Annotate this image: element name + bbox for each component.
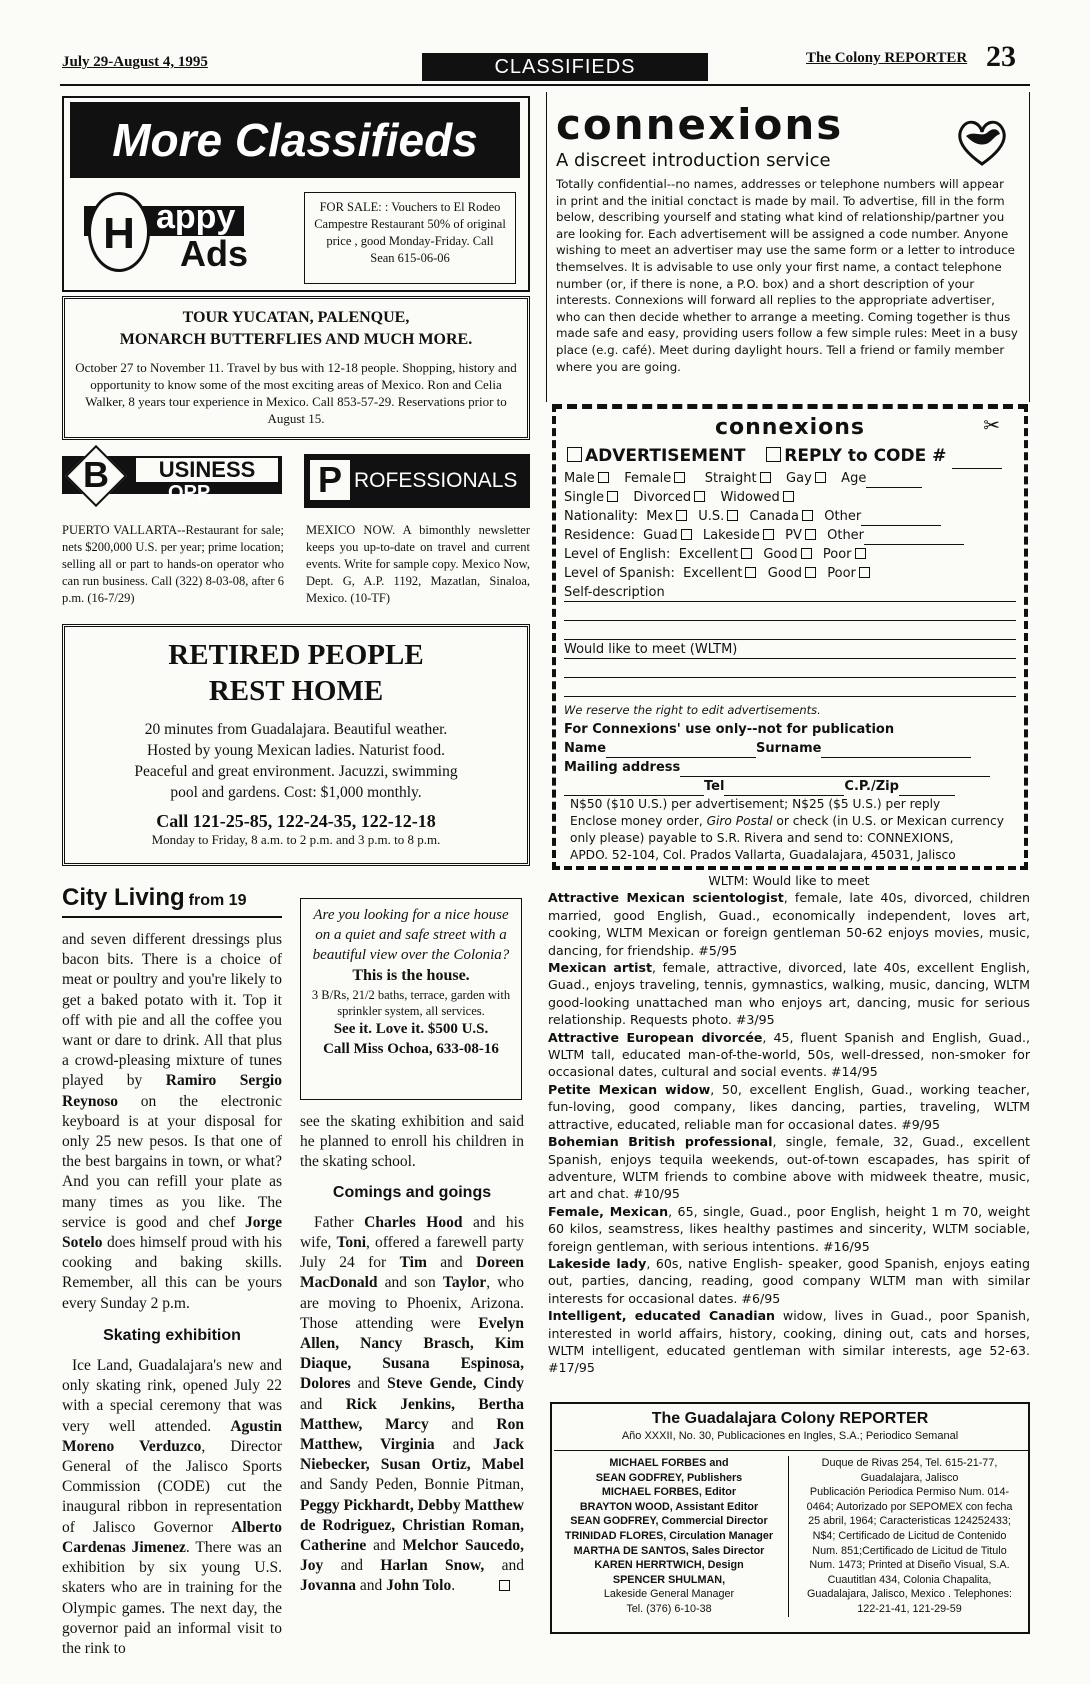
personal-ads-list: [548, 872, 1030, 1377]
masthead-publication-info: Duque de Rivas 254, Tel. 615-21-77, Guadalajara, Jalisco Publicación Periodica Permiso Num. 014- 0464; Autorizado por SEPOMEX con fecha 25 abril, 1964; Caracteristicas 124252433; N$4; Certificado de Licitud de Contenido Num. 851;Certificado de Licitud de Titulo Num. 1473; Printed at Diseño Visual, S.A. Cuautitlan 434, Colonia Chapalita, Guadalajara, Jalisco, Mexico . Telephones: 122-21-41, 121-29-59: [788, 1456, 1026, 1617]
advertisement-checkbox[interactable]: [567, 447, 582, 462]
name-label: Name: [564, 741, 607, 756]
list-item: Petite Mexican widow, 50, excellent English, Guad., working teacher, fun-loving, good company, likes dancing, parties, traveling, WLTM attractive, educated, reliable man for occasional dates. #9/95: [548, 1081, 1030, 1132]
happy-ads-logo: [84, 188, 284, 280]
mailing-address-label: Mailing address: [564, 760, 681, 775]
retired-line-1: 20 minutes from Guadalajara. Beautiful weather.: [144, 721, 448, 738]
spanish-poor-label: Poor: [827, 566, 856, 581]
more-classifieds-title: More Classifieds: [70, 102, 520, 178]
english-excellent-label: Excellent: [678, 547, 739, 562]
reply-code-field[interactable]: [952, 454, 1002, 469]
nationality-other-field[interactable]: [861, 511, 941, 526]
use-only-note: For Connexions' use only--not for publication: [564, 722, 895, 737]
list-item: Attractive European divorcée, 45, fluent Spanish and English, Guad., WLTM tall, educated man-of-the-world, 50s, well-dressed, non-smoker for occasional dates, cultural and social events. #14/95: [548, 1029, 1030, 1080]
spanish-good-checkbox[interactable]: [805, 567, 816, 578]
wltm-label: Would like to meet (WLTM): [564, 642, 738, 657]
price-note: N$50 ($10 U.S.) per advertisement; N$25 ($5 U.S.) per reply: [570, 797, 941, 811]
list-item: Intelligent, educated Canadian widow, lives in Guad., poor Spanish, interested in world affairs, history, cooking, dining out, cats and horses, WLTM intelligent, educated gentleman with similar interests, age 52-63. #17/95: [548, 1308, 1030, 1376]
masthead: [550, 1402, 1030, 1634]
end-mark-icon: [499, 1580, 510, 1591]
mailing-address-field[interactable]: [680, 762, 990, 777]
retired-title-2: REST HOME: [208, 675, 384, 707]
divorced-label: Divorced: [633, 490, 692, 505]
business-ad-text: PUERTO VALLARTA--Restaurant for sale; nets $200,000 U.S. per year; prime location; selling all or part to hands-on operator who can run business. Call (322) 8-03-08, after 6 p.m. (16-7/29): [62, 523, 284, 605]
wltm-line-2[interactable]: [564, 659, 1016, 678]
list-item: Attractive Mexican scientologist, female, late 40s, divorced, children married, good English, Guad., economically independent, loves art, cooking, WLTM Mexican or foreign gentleman 50-62 enjoys movies, music, dancing, for friendship. #5/95: [548, 890, 1030, 958]
city-living-col2: [300, 1112, 524, 1597]
cp-field[interactable]: [899, 781, 955, 796]
english-good-label: Good: [763, 547, 798, 562]
retired-line-3: Peaceful and great environment. Jacuzzi, swimming: [134, 763, 458, 780]
professionals-letter: P: [310, 460, 350, 500]
mailing-address-line-2[interactable]: [564, 781, 704, 796]
nice-house-intro: Are you looking for a nice house on a quiet and safe street with a beautiful view over the Colonia?: [312, 907, 510, 963]
spanish-level-label: Level of Spanish:: [564, 566, 675, 581]
city-living-heading: [62, 884, 282, 918]
age-label: Age: [841, 471, 867, 486]
form-logo: connexions: [714, 415, 865, 440]
professionals-header: [304, 454, 530, 508]
professionals-label: ROFESSIONALS: [354, 469, 518, 492]
lakeside-checkbox[interactable]: [763, 529, 774, 540]
skating-continued: see the skating exhibition and said he planned to enroll his children in the skating school.: [300, 1113, 524, 1171]
spanish-good-label: Good: [767, 566, 802, 581]
connexions-tagline: A discreet introduction service: [556, 150, 831, 171]
business-label: USINESS: [136, 458, 278, 482]
cp-label: C.P./Zip: [844, 779, 899, 794]
tel-label: Tel: [704, 779, 725, 794]
nice-house-details: 3 B/Rs, 21/2 baths, terrace, garden with sprinkler system, all services.: [311, 988, 511, 1018]
nationality-label: Nationality:: [564, 509, 639, 524]
male-checkbox[interactable]: [598, 472, 609, 483]
paper-name: The Colony REPORTER: [806, 50, 968, 66]
scissors-icon: ✂: [983, 413, 1000, 437]
retired-title-1: RETIRED PEOPLE: [168, 639, 424, 671]
issue-date: July 29-August 4, 1995: [62, 54, 208, 70]
city-living-col1: [62, 930, 282, 1659]
spanish-poor-checkbox[interactable]: [859, 567, 870, 578]
city-living-p1: and seven different dressings plus bacon bits. There is a choice of meat or poultry and you're likely to get a baked potato with it. Top it off with pie and all the coffee you want or dare to drink. All that plus a crowd-pleasing mixture of tunes played by Ramiro Sergio Reynoso on the electronic keyboard is at your disposal for only 25 new pesos. Is that one of the best bargains in town, or what? And you can refill your plate as many times as you like. The service is good and chef Jorge Sotelo does himself proud with his cooking and baking skills. Remember, all this can be yours every Sunday 2 p.m.: [62, 931, 282, 1312]
tour-body: October 27 to November 11. Travel by bus with 12-18 people. Shopping, history and opportunity to know some of the most exciting areas of Mexico. Ron and Celia Walker, 8 years tour experience in Mexico. Call 853-57-29. Reservations prior to August 15.: [75, 360, 517, 426]
english-poor-checkbox[interactable]: [855, 548, 866, 559]
divorced-checkbox[interactable]: [694, 491, 705, 502]
happy-ads-word-ads: Ads: [180, 233, 249, 274]
retired-line-4: pool and gardens. Cost: $1,000 monthly.: [170, 784, 422, 801]
business-opp-header: [62, 452, 282, 508]
english-excellent-checkbox[interactable]: [741, 548, 752, 559]
widowed-label: Widowed: [720, 490, 780, 505]
guad-label: Guad: [643, 528, 678, 543]
gay-checkbox[interactable]: [815, 472, 826, 483]
comings-goings-heading: Comings and goings: [332, 1183, 492, 1201]
nationality-other-label: Other: [824, 509, 862, 524]
residence-other-field[interactable]: [864, 530, 964, 545]
for-sale-ad: FOR SALE: : Vouchers to El Rodeo Campestre Restaurant 50% of original price , good Monday-Friday. Call Sean 615-06-06: [304, 192, 516, 284]
page-number: 23: [986, 40, 1016, 73]
female-label: Female: [624, 471, 672, 486]
english-level-label: Level of English:: [564, 547, 671, 562]
widowed-checkbox[interactable]: [783, 491, 794, 502]
spanish-excellent-checkbox[interactable]: [745, 567, 756, 578]
connexions-form: [552, 404, 1028, 870]
female-checkbox[interactable]: [674, 472, 685, 483]
guad-checkbox[interactable]: [681, 529, 692, 540]
single-checkbox[interactable]: [607, 491, 618, 502]
retired-rest-home-ad: [62, 624, 530, 866]
reply-label: REPLY to CODE #: [784, 446, 947, 466]
residence-label: Residence:: [564, 528, 635, 543]
happy-ads-hexagon: H: [88, 192, 150, 272]
masthead-staff: MICHAEL FORBES and SEAN GODFREY, Publishers MICHAEL FORBES, Editor BRAYTON WOOD, Assistant Editor SEAN GODFREY, Commercial Director TRINIDAD FLORES, Circulation Manager MARTHA DE SANTOS, Sales Director KAREN HERRTWICH, Design SPENCER SHULMAN, Lakeside General Manager Tel. (376) 6-10-38: [564, 1457, 774, 1615]
advertisement-label: ADVERTISEMENT: [585, 446, 746, 466]
business-label-opp: OPP.: [168, 482, 214, 504]
retired-phones: Call 121-25-85, 122-24-35, 122-12-18: [156, 811, 436, 831]
masthead-subtitle: Año XXXII, No. 30, Publicaciones en Ingles, S.A.; Periodico Semanal: [621, 1430, 959, 1442]
tour-yucatan-ad: [62, 296, 530, 440]
business-letter: B: [83, 454, 109, 495]
straight-checkbox[interactable]: [760, 472, 771, 483]
reserve-note: We reserve the right to edit advertisements.: [564, 703, 821, 717]
list-item: Lakeside lady, 60s, native English- speaker, good Spanish, enjoys eating out, parties, dancing, reading, good company WLTM man with similar interests for occasional dates. #6/95: [548, 1255, 1030, 1306]
english-good-checkbox[interactable]: [801, 548, 812, 559]
name-field[interactable]: [606, 743, 756, 758]
tour-title-1: TOUR YUCATAN, PALENQUE,: [182, 309, 410, 326]
surname-field[interactable]: [821, 743, 971, 758]
gay-label: Gay: [786, 471, 812, 486]
spanish-excellent-label: Excellent: [683, 566, 743, 581]
single-label: Single: [564, 490, 604, 505]
self-description-line-2[interactable]: [564, 602, 1016, 621]
wltm-field[interactable]: [564, 640, 1016, 659]
professionals-ad-text: MEXICO NOW. A bimonthly newsletter keeps you up-to-date on travel and current events. Write for sample copy. Mexico Now, Dept. G, A.P. 1192, Mazatlan, Sinaloa, Mexico. (10-TF): [306, 523, 530, 605]
enclose-note-2: only please) payable to S.R. Rivera and send to: CONNEXIONS,: [570, 831, 954, 845]
wltm-line-3[interactable]: [564, 678, 1016, 697]
enclose-note: Enclose money order, Giro Postal or check (in U.S. or Mexican currency: [570, 814, 1004, 828]
age-field[interactable]: [866, 473, 922, 488]
apdo-address: APDO. 52-104, Col. Prados Vallarta, Guadalajara, 45031, Jalisco: [570, 848, 956, 862]
reply-checkbox[interactable]: [766, 447, 781, 462]
pv-label: PV: [785, 528, 802, 543]
skating-p1: Ice Land, Guadalajara's new and only skating rink, opened July 22 with a special ceremony that was very well attended. Agustin Moreno Verduzco, Director General of the Jalisco Sports Commission (CODE) cut the inaugural ribbon in representation of Jalisco Governor Alberto Cardenas Jimenez. There was an exhibition by six young U.S. skaters who are in training for the Olympic games. The next day, the governor paid an informal visit to the rink to: [62, 1357, 283, 1657]
straight-label: Straight: [704, 471, 757, 486]
happy-ads-word-happy: appy: [156, 198, 236, 236]
list-item: Female, Mexican, 65, single, Guad., poor English, height 1 m 70, weight 60 kilos, seamstress, likes healthy pastimes and sincerity, WLTM sociable, foreign gentleman, with serious intentions. #16/95: [548, 1203, 1030, 1254]
residence-other-label: Other: [827, 528, 865, 543]
mex-checkbox[interactable]: [676, 510, 687, 521]
male-label: Male: [564, 471, 595, 486]
canada-label: Canada: [749, 509, 800, 524]
masthead-title: The Guadalajara Colony REPORTER: [651, 1410, 929, 1427]
english-poor-label: Poor: [822, 547, 852, 562]
city-living-from: from 19: [188, 892, 247, 909]
canada-checkbox[interactable]: [802, 510, 813, 521]
header-rule: [60, 84, 1030, 86]
list-item: Bohemian British professional, single, female, 32, Guad., excellent Spanish, enjoys tequila weekends, out-of-town escapades, has spirit of adventure, WLTM friends to combine above with midweek theatre, music, art and chat. #10/95: [548, 1134, 1030, 1202]
retired-line-2: Hosted by young Mexican ladies. Naturist food.: [147, 742, 445, 759]
dove-heart-icon: [952, 112, 1012, 168]
pv-checkbox[interactable]: [805, 529, 816, 540]
connexions-logo: connexions: [556, 100, 844, 149]
us-label: U.S.: [698, 509, 725, 524]
retired-hours: Monday to Friday, 8 a.m. to 2 p.m. and 3 p.m. to 8 p.m.: [151, 832, 441, 847]
skating-heading: Skating exhibition: [103, 1326, 241, 1344]
us-checkbox[interactable]: [727, 510, 738, 521]
tel-field[interactable]: [724, 781, 844, 796]
nice-house-headline: This is the house.: [352, 967, 470, 984]
city-living-title: City Living: [62, 884, 185, 911]
self-description-line-3[interactable]: [564, 621, 1016, 640]
comings-goings-p1: Father Charles Hood and his wife, Toni, offered a farewell party July 24 for Tim and Doreen MacDonald and son Taylor, who are moving to Phoenix, Arizona. Those attending were Evelyn Allen, Nancy Brasch, Kim Diaque, Susana Espinosa, Dolores and Steve Gende, Cindy and Rick Jenkins, Bertha Matthew, Marcy and Ron Matthew, Virginia and Jack Niebecker, Susan Ortiz, Mabel and Sandy Peden, Bonnie Pitman, Peggy Pickhardt, Debby Matthew de Rodriguez, Christian Roman, Catherine and Melchor Saucedo, Joy and Harlan Snow, and Jovanna and John Tolo.: [300, 1213, 524, 1595]
self-description-field[interactable]: [564, 583, 1016, 602]
connexions-description: Totally confidential--no names, addresses or telephone numbers will appear in print and the initial conctact is made by mail. To advertise, fill in the form below, describing yourself and stating what kind of relationship/partner you are looking for. Each advertisement will be assigned a code number. Anyone wishing to meet an advertiser may use the same form or a letter to introduce themselves. It is advisable to use only your first name, a contact telephone number (or, if there is none, a P.O. box) and a short description of your interests. Connexions will forward all replies to the appropriate advertiser, who can then decide whether to arrange a meeting. Coming together is thus made safe and easy, providing users follow a few simple rules: Meet in a busy place (e.g. café). Meet during daylight hours. Tell a friend or family member where you are going.: [556, 177, 1018, 374]
self-description-label: Self-description: [564, 585, 665, 600]
mex-label: Mex: [646, 509, 673, 524]
wltm-note: WLTM: Would like to meet: [708, 873, 870, 888]
lakeside-label: Lakeside: [702, 528, 760, 543]
list-item: Mexican artist, female, attractive, divorced, late 40s, excellent English, Guad., enjoys traveling, tennis, gymnastics, walking, music, dancing, WLTM good-looking unattached man who enjoys art, dancing, music for serious relationship. Requests photo. #3/95: [548, 960, 1030, 1028]
section-banner: CLASSIFIEDS: [422, 53, 708, 81]
nice-house-ad: [300, 898, 522, 1100]
nice-house-phone: Call Miss Ochoa, 633-08-16: [323, 1041, 499, 1057]
nice-house-price: See it. Love it. $500 U.S.: [333, 1021, 489, 1037]
tour-title-2: MONARCH BUTTERFLIES AND MUCH MORE.: [119, 331, 473, 348]
surname-label: Surname: [756, 741, 822, 756]
